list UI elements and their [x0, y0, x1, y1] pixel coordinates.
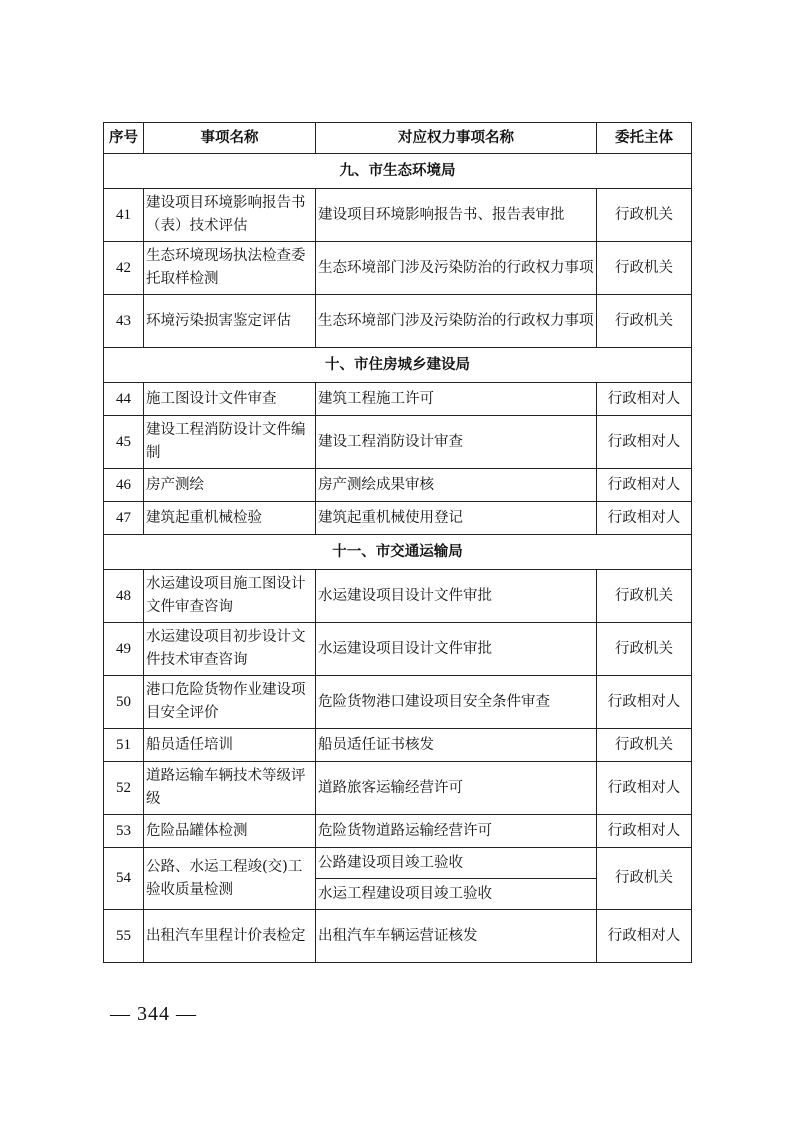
header-item-name: 事项名称: [144, 123, 316, 154]
item-name: 公路、水运工程竣(交)工验收质量检测: [144, 848, 316, 910]
item-name: 建设工程消防设计文件编制: [144, 416, 316, 469]
entity: 行政相对人: [597, 469, 692, 502]
table-row: [104, 676, 692, 729]
row-number: 42: [104, 242, 144, 295]
table-row: [104, 910, 692, 963]
page-number: — 344 —: [110, 1003, 197, 1025]
table-row: [104, 295, 692, 348]
item-name: 建筑起重机械检验: [144, 502, 316, 535]
row-number: 49: [104, 623, 144, 676]
section-title: 十一、市交通运输局: [104, 535, 692, 570]
power-name: 水运建设项目设计文件审批: [316, 623, 597, 676]
power-name: 生态环境部门涉及污染防治的行政权力事项: [316, 295, 597, 348]
power-name: 房产测绘成果审核: [316, 469, 597, 502]
row-number: 51: [104, 729, 144, 762]
entity: 行政相对人: [597, 815, 692, 848]
row-number: 44: [104, 383, 144, 416]
entity: 行政机关: [597, 623, 692, 676]
table-row: [104, 729, 692, 762]
item-name: 房产测绘: [144, 469, 316, 502]
power-name: 水运工程建设项目竣工验收: [316, 879, 597, 910]
table-row: [104, 189, 692, 242]
power-name: 船员适任证书核发: [316, 729, 597, 762]
power-name: 生态环境部门涉及污染防治的行政权力事项: [316, 242, 597, 295]
item-name: 水运建设项目施工图设计文件审查咨询: [144, 570, 316, 623]
row-number: 45: [104, 416, 144, 469]
row-number: 43: [104, 295, 144, 348]
entity: 行政相对人: [597, 910, 692, 963]
power-name: 危险货物港口建设项目安全条件审查: [316, 676, 597, 729]
power-name: 建筑起重机械使用登记: [316, 502, 597, 535]
table-row: [104, 383, 692, 416]
entity: 行政机关: [597, 729, 692, 762]
item-name: 建设项目环境影响报告书（表）技术评估: [144, 189, 316, 242]
item-name: 危险品罐体检测: [144, 815, 316, 848]
entity: 行政相对人: [597, 762, 692, 815]
row-number: 52: [104, 762, 144, 815]
header-seq: 序号: [104, 123, 144, 154]
item-name: 环境污染损害鉴定评估: [144, 295, 316, 348]
table-row: [104, 416, 692, 469]
row-number: 53: [104, 815, 144, 848]
entity: 行政机关: [597, 189, 692, 242]
table-header-row: [104, 123, 692, 154]
item-name: 道路运输车辆技术等级评级: [144, 762, 316, 815]
entity: 行政机关: [597, 570, 692, 623]
table-row: [104, 848, 692, 879]
table-row: [104, 762, 692, 815]
table-row: [104, 623, 692, 676]
table-row: [104, 815, 692, 848]
table-row: [104, 242, 692, 295]
power-name: 水运建设项目设计文件审批: [316, 570, 597, 623]
item-name: 船员适任培训: [144, 729, 316, 762]
row-number: 54: [104, 848, 144, 910]
row-number: 47: [104, 502, 144, 535]
item-name: 出租汽车里程计价表检定: [144, 910, 316, 963]
section-title: 十、市住房城乡建设局: [104, 348, 692, 383]
section-row: [104, 154, 692, 189]
delegation-table: [103, 122, 692, 963]
row-number: 55: [104, 910, 144, 963]
header-entity: 委托主体: [597, 123, 692, 154]
power-name: 危险货物道路运输经营许可: [316, 815, 597, 848]
entity: 行政相对人: [597, 676, 692, 729]
power-name: 建筑工程施工许可: [316, 383, 597, 416]
item-name: 水运建设项目初步设计文件技术审查咨询: [144, 623, 316, 676]
item-name: 生态环境现场执法检查委托取样检测: [144, 242, 316, 295]
table-row: [104, 570, 692, 623]
row-number: 46: [104, 469, 144, 502]
header-power-name: 对应权力事项名称: [316, 123, 597, 154]
entity: 行政机关: [597, 295, 692, 348]
section-row: [104, 348, 692, 383]
power-name: 出租汽车车辆运营证核发: [316, 910, 597, 963]
item-name: 港口危险货物作业建设项目安全评价: [144, 676, 316, 729]
table-row: [104, 469, 692, 502]
row-number: 50: [104, 676, 144, 729]
row-number: 48: [104, 570, 144, 623]
row-number: 41: [104, 189, 144, 242]
entity: 行政机关: [597, 242, 692, 295]
entity: 行政相对人: [597, 416, 692, 469]
power-name: 公路建设项目竣工验收: [316, 848, 597, 879]
power-name: 道路旅客运输经营许可: [316, 762, 597, 815]
power-name: 建设项目环境影响报告书、报告表审批: [316, 189, 597, 242]
power-name: 建设工程消防设计审查: [316, 416, 597, 469]
entity: 行政相对人: [597, 383, 692, 416]
table-row: [104, 502, 692, 535]
entity: 行政机关: [597, 848, 692, 910]
section-title: 九、市生态环境局: [104, 154, 692, 189]
section-row: [104, 535, 692, 570]
entity: 行政相对人: [597, 502, 692, 535]
item-name: 施工图设计文件审查: [144, 383, 316, 416]
